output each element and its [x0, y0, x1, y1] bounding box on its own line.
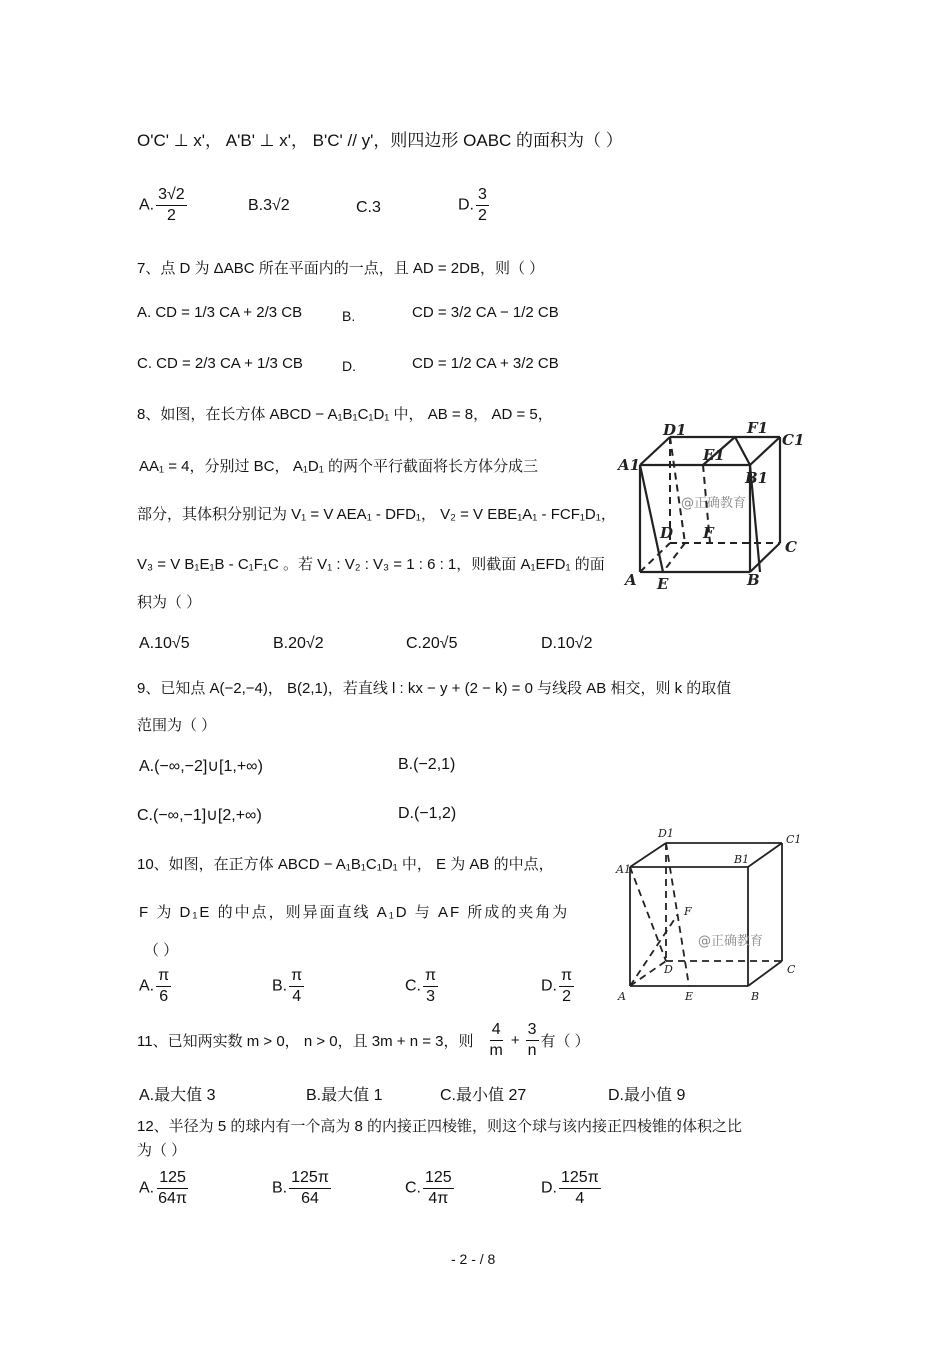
q10-d-den: 2	[562, 988, 571, 1005]
q8-line4: V₃ = V B₁E₁B - C₁F₁C 。若 V₁ : V₂ : V₃ = 1 : 6 : 1，则截面 A₁EFD₁ 的面	[137, 556, 605, 573]
q8-label-f: F	[703, 524, 714, 542]
q10-label-e: E	[685, 990, 694, 1003]
q10-watermark: @正确教育	[698, 934, 764, 949]
q8-cuboid-figure	[615, 415, 815, 595]
q12-line2: 为（ ）	[137, 1142, 187, 1159]
q8-line3: 部分，其体积分别记为 V₁ = V AEA₁ - DFD₁， V₂ = V EBE₁A₁ - FCF₁D₁，	[137, 506, 616, 523]
q12-d-num: 125π	[559, 1168, 601, 1189]
q12-a-prefix: A.	[139, 1179, 155, 1197]
q6-option-b: B.3√2	[248, 197, 290, 214]
q9-line2: 范围为（ ）	[137, 717, 217, 734]
q11-stem	[137, 1020, 590, 1061]
q10-cube-figure	[612, 823, 812, 1008]
q10-c-num: π	[423, 966, 438, 987]
q10-option-c	[405, 966, 440, 1007]
q10-d-num: π	[559, 966, 574, 987]
q8-option-d: D.10√2	[541, 635, 593, 652]
q10-b-prefix: B.	[272, 977, 288, 995]
q10-d-prefix: D.	[541, 977, 557, 995]
q11-frac1-num: 4	[490, 1020, 503, 1041]
q6-a-num: 3√2	[156, 185, 187, 206]
q6-a-prefix: A.	[139, 196, 155, 214]
q12-option-b	[272, 1168, 333, 1209]
q11-option-c: C.最小值 27	[440, 1087, 527, 1104]
page-number: - 2 - / 8	[451, 1251, 496, 1267]
q10-c-den: 3	[426, 988, 435, 1005]
q8-label-c1: C1	[782, 431, 805, 449]
q10-b-den: 4	[292, 988, 302, 1005]
q11-frac2-num: 3	[526, 1020, 539, 1041]
q11-frac1-den: m	[489, 1042, 503, 1059]
q6-option-d	[458, 185, 491, 226]
q6-stem: O'C' ⊥ x'， A'B' ⊥ x'， B'C' // y'，则四边形 OABC 的面积为（ ）	[137, 131, 623, 150]
q8-label-c: C	[785, 538, 797, 556]
q10-a-prefix: A.	[139, 977, 155, 995]
q10-label-b1: B1	[734, 853, 750, 866]
q6-d-den: 2	[478, 207, 487, 224]
q8-option-c: C.20√5	[406, 635, 458, 652]
q12-d-prefix: D.	[541, 1179, 557, 1197]
q8-label-e1: E1	[703, 446, 725, 464]
q10-label-c: C	[787, 963, 796, 976]
q7-option-c: C. CD = 2/3 CA + 1/3 CB	[137, 355, 303, 372]
q12-option-a	[139, 1168, 191, 1209]
q9-option-c: C.(−∞,−1]∪[2,+∞)	[137, 807, 262, 824]
q11-option-b: B.最大值 1	[306, 1087, 383, 1104]
q8-line2: AA₁ = 4，分别过 BC， A₁D₁ 的两个平行截面将长方体分成三	[139, 458, 538, 475]
q9-line1: 9、已知点 A(−2,−4)， B(2,1)，若直线 l : kx − y + (2 − k) = 0 与线段 AB 相交，则 k 的取值	[137, 680, 732, 697]
q8-label-a: A	[625, 571, 637, 589]
q12-c-prefix: C.	[405, 1179, 421, 1197]
q8-label-a1: A1	[618, 456, 641, 474]
q10-label-a1: A1	[616, 863, 631, 876]
q10-line1: 10、如图，在正方体 ABCD − A₁B₁C₁D₁ 中， E 为 AB 的中点，	[137, 856, 554, 873]
q10-label-a: A	[618, 990, 626, 1003]
q10-label-d1: D1	[658, 827, 674, 840]
q10-label-f: F	[684, 905, 692, 918]
q10-label-b: B	[751, 990, 760, 1003]
q12-b-prefix: B.	[272, 1179, 288, 1197]
q10-line3: （ ）	[144, 942, 179, 959]
q8-line1: 8、如图，在长方体 ABCD − A₁B₁C₁D₁ 中， AB = 8， AD = 5，	[137, 406, 553, 423]
q12-d-den: 4	[575, 1190, 585, 1207]
q8-label-b1: B1	[745, 469, 769, 487]
q11-stem-a: 11、已知两实数 m > 0， n > 0，且 3m + n = 3，则	[137, 1033, 474, 1050]
q6-a-den: 2	[166, 207, 176, 224]
q12-b-num: 125π	[289, 1168, 331, 1189]
q6-option-c: C.3	[356, 199, 381, 216]
q11-option-d: D.最小值 9	[608, 1087, 686, 1104]
q10-option-a	[139, 966, 173, 1007]
q10-a-num: π	[156, 966, 171, 987]
q10-option-b	[272, 966, 306, 1007]
q10-option-d	[541, 966, 576, 1007]
q12-line1: 12、半径为 5 的球内有一个高为 8 的内接正四棱锥，则这个球与该内接正四棱锥的体积之比	[137, 1118, 743, 1135]
q10-b-num: π	[289, 966, 304, 987]
q7-stem: 7、点 D 为 ΔABC 所在平面内的一点，且 AD = 2DB，则（ ）	[137, 260, 545, 277]
q8-label-f1: F1	[747, 419, 769, 437]
q12-a-num: 125	[157, 1168, 188, 1189]
q12-a-den: 64π	[158, 1190, 187, 1207]
q12-c-num: 125	[423, 1168, 454, 1189]
q10-line2: F 为 D₁E 的中点，则异面直线 A₁D 与 AF 所成的夹角为	[139, 904, 570, 921]
q6-option-a	[139, 185, 189, 226]
q11-option-a: A.最大值 3	[139, 1087, 216, 1104]
q7-option-a: A. CD = 1/3 CA + 2/3 CB	[137, 304, 303, 321]
q10-label-c1: C1	[786, 833, 802, 846]
q6-d-prefix: D.	[458, 196, 474, 214]
q8-line5: 积为（ ）	[137, 594, 202, 611]
q8-option-a: A.10√5	[139, 635, 190, 652]
q10-label-d: D	[664, 963, 673, 976]
q7-option-b: CD = 3/2 CA − 1/2 CB	[412, 304, 559, 321]
q7-option-d-label: D.	[342, 358, 356, 374]
q10-a-den: 6	[159, 988, 169, 1005]
q8-watermark: @正确教育	[681, 496, 747, 511]
q11-stem-b: 有（ ）	[540, 1033, 590, 1050]
q12-option-c	[405, 1168, 456, 1209]
q8-label-b: B	[747, 571, 760, 589]
q8-label-d1: D1	[663, 421, 687, 439]
q8-label-e: E	[657, 575, 669, 593]
q9-option-b: B.(−2,1)	[398, 756, 456, 773]
q8-label-d: D	[660, 524, 674, 542]
q9-option-a: A.(−∞,−2]∪[1,+∞)	[139, 758, 263, 775]
q10-c-prefix: C.	[405, 977, 421, 995]
q8-option-b: B.20√2	[273, 635, 324, 652]
q12-c-den: 4π	[428, 1190, 449, 1207]
q7-option-d: CD = 1/2 CA + 3/2 CB	[412, 355, 559, 372]
q7-option-b-label: B.	[342, 308, 356, 324]
q11-plus: +	[510, 1032, 520, 1049]
q11-frac2-den: n	[527, 1042, 537, 1059]
q9-option-d: D.(−1,2)	[398, 805, 457, 822]
q12-b-den: 64	[301, 1190, 319, 1207]
q6-d-num: 3	[476, 185, 489, 206]
q12-option-d	[541, 1168, 603, 1209]
